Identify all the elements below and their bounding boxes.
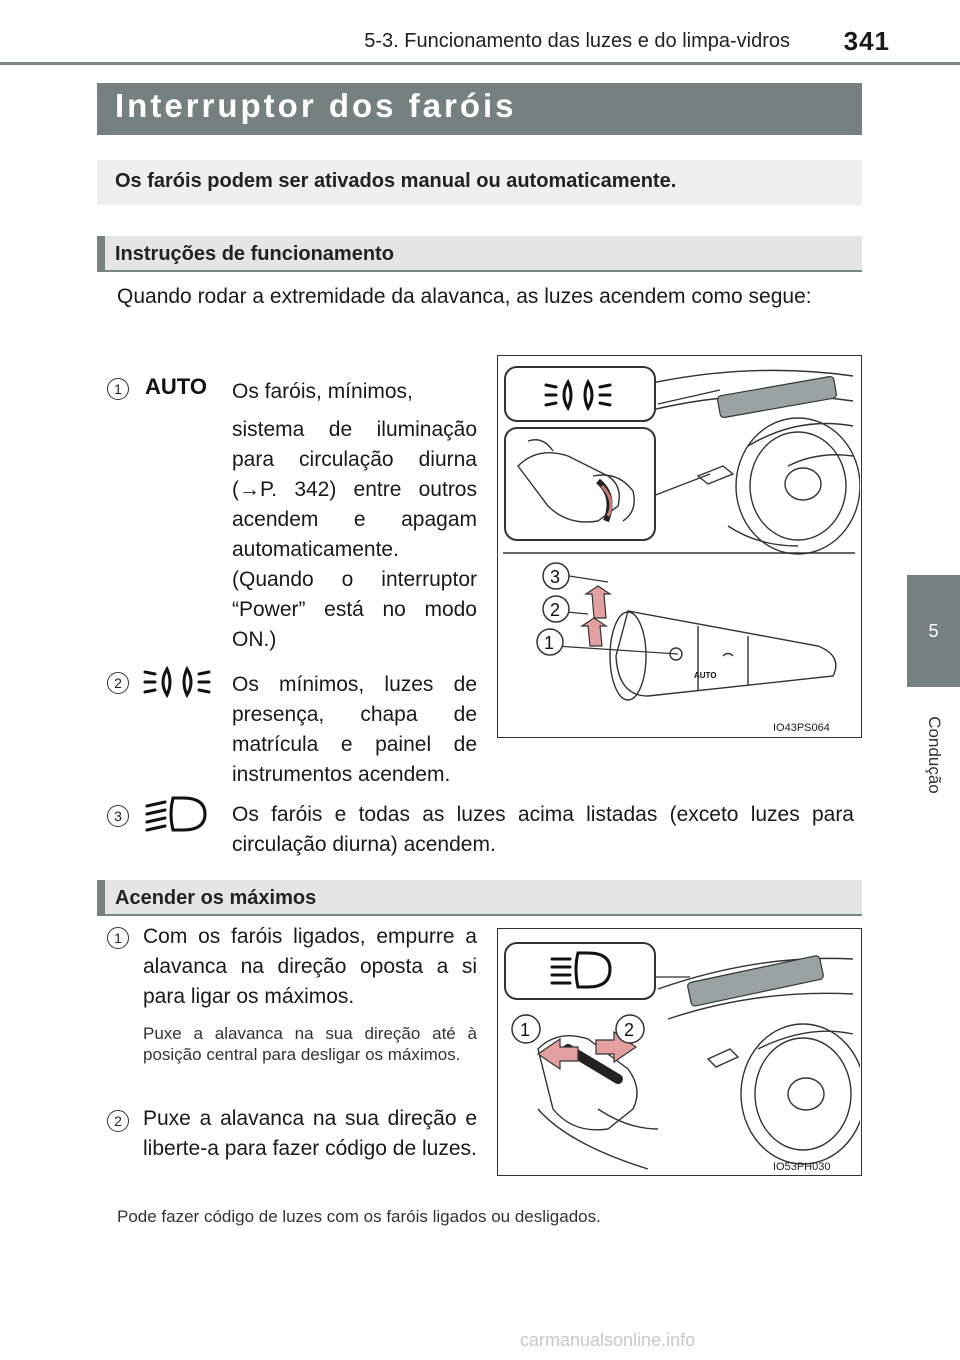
figure1-code: IO43PS064 [773, 722, 830, 734]
figure2-callout: 2 [624, 1020, 635, 1040]
item1-note: (Quando o interruptor “Power” está no modo ON.) [232, 568, 477, 651]
item-number-circle: 2 [107, 1110, 129, 1132]
figure-headlight-switch [497, 355, 862, 738]
high-beam-item1-note: Puxe a alavanca na sua direção até à posição central para desligar os máximos. [143, 1024, 477, 1064]
figure1-callout: 1 [544, 633, 555, 653]
figure2-callout: 1 [520, 1020, 531, 1040]
figure1-callout: 3 [550, 567, 561, 587]
chapter-tab: 5 [907, 575, 960, 687]
section-heading-instructions: Instruções de funcionamento [115, 243, 394, 265]
figure-high-beam-lever [497, 928, 862, 1176]
high-beam-item1-text: Com os faróis ligados, empurre a alavanca na direção oposta a si para ligar os máximos. [143, 925, 477, 1008]
high-beam-item2-text: Puxe a alavanca na sua direção e liberte-a para fazer código de luzes. [143, 1107, 477, 1160]
auto-symbol: AUTO [145, 374, 207, 399]
high-beam-footer-note: Pode fazer código de luzes com os faróis ligados ou desligados. [117, 1207, 601, 1226]
item-number-circle: 3 [107, 805, 129, 827]
section-heading-high-beams: Acender os máximos [115, 887, 317, 909]
item-number-circle: 1 [107, 378, 129, 400]
figure2-code: IO53PH030 [773, 1161, 831, 1173]
item1-text: sistema de iluminação para circulação diurna (→P. 342) entre outros acendem e apagam automaticamente. [232, 418, 477, 561]
watermark: carmanualsonline.info [520, 1330, 696, 1350]
running-header-section: 5-3. Funcionamento das luzes e do limpa-vidros [364, 30, 790, 52]
section1-lead: Quando rodar a extremidade da alavanca, as luzes acendem como segue: [117, 285, 812, 308]
item1-text-first: Os faróis, mínimos, [232, 380, 413, 403]
headlight-switch-illustration [498, 356, 860, 736]
intro-text: Os faróis podem ser ativados manual ou automaticamente. [115, 170, 677, 192]
section-accent [97, 880, 105, 916]
figure1-callout: 2 [550, 600, 561, 620]
lever-auto-mark: AUTO [694, 671, 717, 680]
page-title: Interruptor dos faróis [115, 87, 517, 124]
chapter-name: Condução [924, 716, 944, 794]
high-beam-illustration [498, 929, 860, 1174]
item-number-circle: 2 [107, 672, 129, 694]
section-accent [97, 236, 105, 272]
parking-lights-icon [143, 664, 211, 700]
chapter-name-container [890, 700, 960, 810]
page-number: 341 [843, 26, 890, 56]
item3-text: Os faróis e todas as luzes acima listadas (exceto luzes para circulação diurna) acendem. [232, 803, 854, 856]
low-beam-icon [143, 792, 211, 836]
header-divider [0, 62, 960, 65]
item2-text: Os mínimos, luzes de presença, chapa de matrícula e painel de instrumentos acendem. [232, 673, 477, 786]
item-number-circle: 1 [107, 927, 129, 949]
